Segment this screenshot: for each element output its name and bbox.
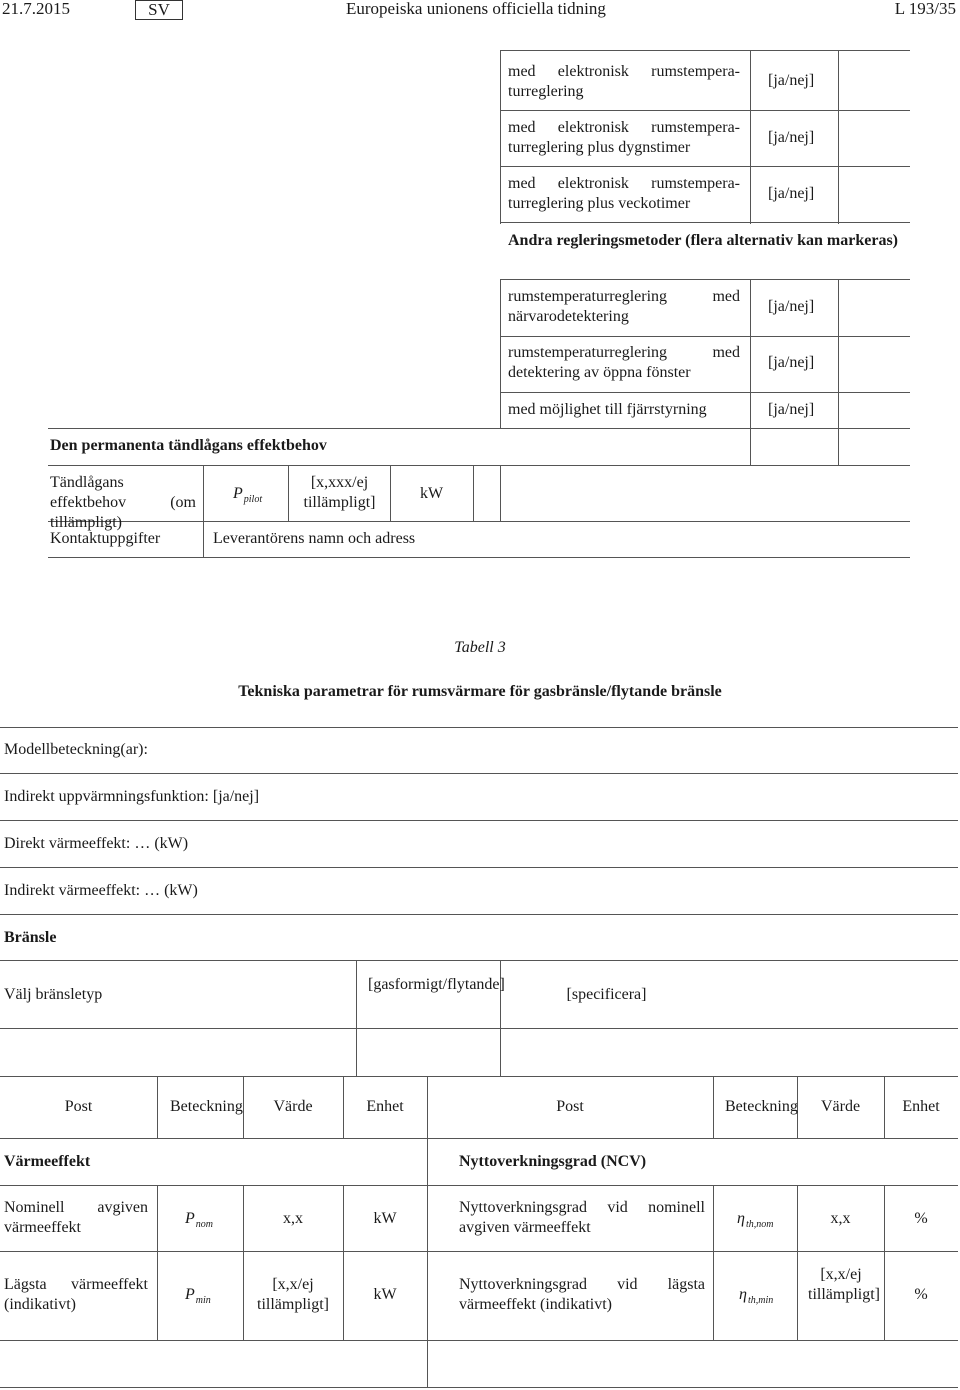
language-code: SV: [148, 0, 170, 19]
control-option-label: med elektronisk rumstempera-turreglering plus dygnstimer: [508, 119, 740, 156]
control-option-value: [ja/nej]: [768, 401, 815, 418]
param-symbol: [185, 1209, 213, 1231]
param-value: x,x: [283, 1210, 303, 1227]
header-date: 21.7.2015: [2, 0, 70, 18]
col-header-symbol: [713, 1076, 797, 1138]
col-header-text: Enhet: [902, 1098, 940, 1115]
param-symbol: [185, 1285, 211, 1307]
param-symbol: [739, 1285, 773, 1307]
control-option-label: med elektronisk rumstempera-turreglering: [508, 63, 740, 100]
col-header-symbol: [157, 1076, 243, 1138]
control-option-label: rumstemperaturreglering med närvarodetektering: [508, 288, 740, 325]
col-header-value: [797, 1076, 884, 1138]
table-title: Tekniska parametrar för rumsvärmare för gasbränsle/flytande bränsle: [238, 683, 722, 700]
other-methods-heading: Andra regleringsmetoder (flera alternativ kan markeras): [508, 232, 898, 249]
pilot-row-value: [x,xxx/ej tillämpligt]: [303, 474, 376, 511]
control-option-value: [ja/nej]: [768, 354, 815, 371]
fuel-type-options: [gasformigt/flytande]: [368, 976, 505, 993]
param-symbol-main: P: [185, 1210, 195, 1227]
param-unit: %: [914, 1210, 928, 1227]
table-caption: [0, 638, 960, 658]
pilot-section-heading: Den permanenta tändlågans effektbehov: [50, 437, 327, 454]
heat-output-heading: Värmeeffekt: [4, 1153, 91, 1170]
control-option-label: med möjlighet till fjärrstyrning: [508, 401, 707, 418]
col-header-post: [427, 1076, 713, 1138]
param-unit: kW: [373, 1286, 397, 1303]
pilot-row-unit: kW: [420, 485, 444, 502]
param-unit: %: [914, 1286, 928, 1303]
pilot-row-symbol: [233, 484, 262, 506]
contact-value: Leverantörens namn och adress: [213, 530, 416, 547]
param-label: Lägsta värmeeffekt (indikativt): [4, 1276, 148, 1313]
param-label: Nyttoverkningsgrad vid nominell avgiven värmeeffekt: [459, 1199, 705, 1236]
col-header-unit: [343, 1076, 427, 1138]
col-header-text: Post: [556, 1098, 584, 1115]
col-header-unit: [884, 1076, 958, 1138]
param-symbol-subscript: min: [195, 1295, 211, 1306]
efficiency-heading: Nyttoverkningsgrad (NCV): [459, 1153, 647, 1170]
pilot-row-label: Tändlågans effektbehov (om tillämpligt): [50, 474, 196, 531]
col-header-text: Post: [64, 1098, 93, 1115]
col-header-value: [243, 1076, 343, 1138]
pilot-symbol-subscript: pilot: [243, 494, 263, 505]
param-value: x,x: [830, 1210, 851, 1227]
param-symbol-subscript: th,nom: [745, 1219, 774, 1230]
fuel-heading: Bränsle: [4, 929, 57, 946]
contact-label: Kontaktuppgifter: [50, 530, 161, 547]
col-header-text: Värde: [820, 1098, 861, 1115]
language-badge: [135, 0, 183, 20]
param-value: [x,x/ej tillämpligt]: [808, 1266, 880, 1303]
param-unit: kW: [373, 1210, 397, 1227]
control-option-value: [ja/nej]: [768, 129, 815, 146]
param-label: Nominell avgiven värmeeffekt: [4, 1199, 148, 1236]
param-symbol-main: P: [185, 1286, 195, 1303]
control-option-label: rumstemperaturreglering med detektering av öppna fönster: [508, 344, 740, 381]
col-header-text: Enhet: [366, 1098, 404, 1115]
page-number: L 193/35: [894, 0, 956, 18]
param-symbol-main: η: [739, 1286, 747, 1303]
fuel-type-label: Välj bränsletyp: [4, 986, 103, 1003]
control-option-value: [ja/nej]: [768, 185, 815, 202]
param-symbol-subscript: nom: [195, 1219, 214, 1230]
model-designation: Modellbeteckning(ar):: [4, 741, 148, 758]
control-option-value: [ja/nej]: [768, 298, 815, 315]
pilot-symbol: P: [233, 485, 243, 502]
col-header-text: Beteckning: [725, 1098, 798, 1115]
param-label: Nyttoverkningsgrad vid lägsta värmeeffekt (indikativt): [459, 1276, 705, 1313]
direct-heat-output: Direkt värmeeffekt: … (kW): [4, 835, 189, 852]
col-header-text: Beteckning: [170, 1098, 243, 1115]
col-header-text: Värde: [273, 1098, 313, 1115]
journal-title: Europeiska unionens officiella tidning: [346, 0, 606, 18]
control-option-value: [ja/nej]: [768, 72, 815, 89]
fuel-spec: [specificera]: [566, 986, 647, 1003]
param-value: [x,x/ej tillämpligt]: [257, 1276, 329, 1313]
indirect-heat-output: Indirekt värmeeffekt: … (kW): [4, 882, 198, 899]
col-header-post: [0, 1076, 157, 1138]
param-symbol-subscript: th,min: [747, 1295, 774, 1306]
indirect-heating-function: Indirekt uppvärmningsfunktion: [ja/nej]: [4, 788, 260, 805]
param-symbol-main: η: [737, 1210, 745, 1227]
param-symbol: [737, 1209, 773, 1231]
table-caption-text: Tabell 3: [454, 639, 506, 656]
control-option-label: med elektronisk rumstempera-turreglering plus veckotimer: [508, 175, 740, 212]
